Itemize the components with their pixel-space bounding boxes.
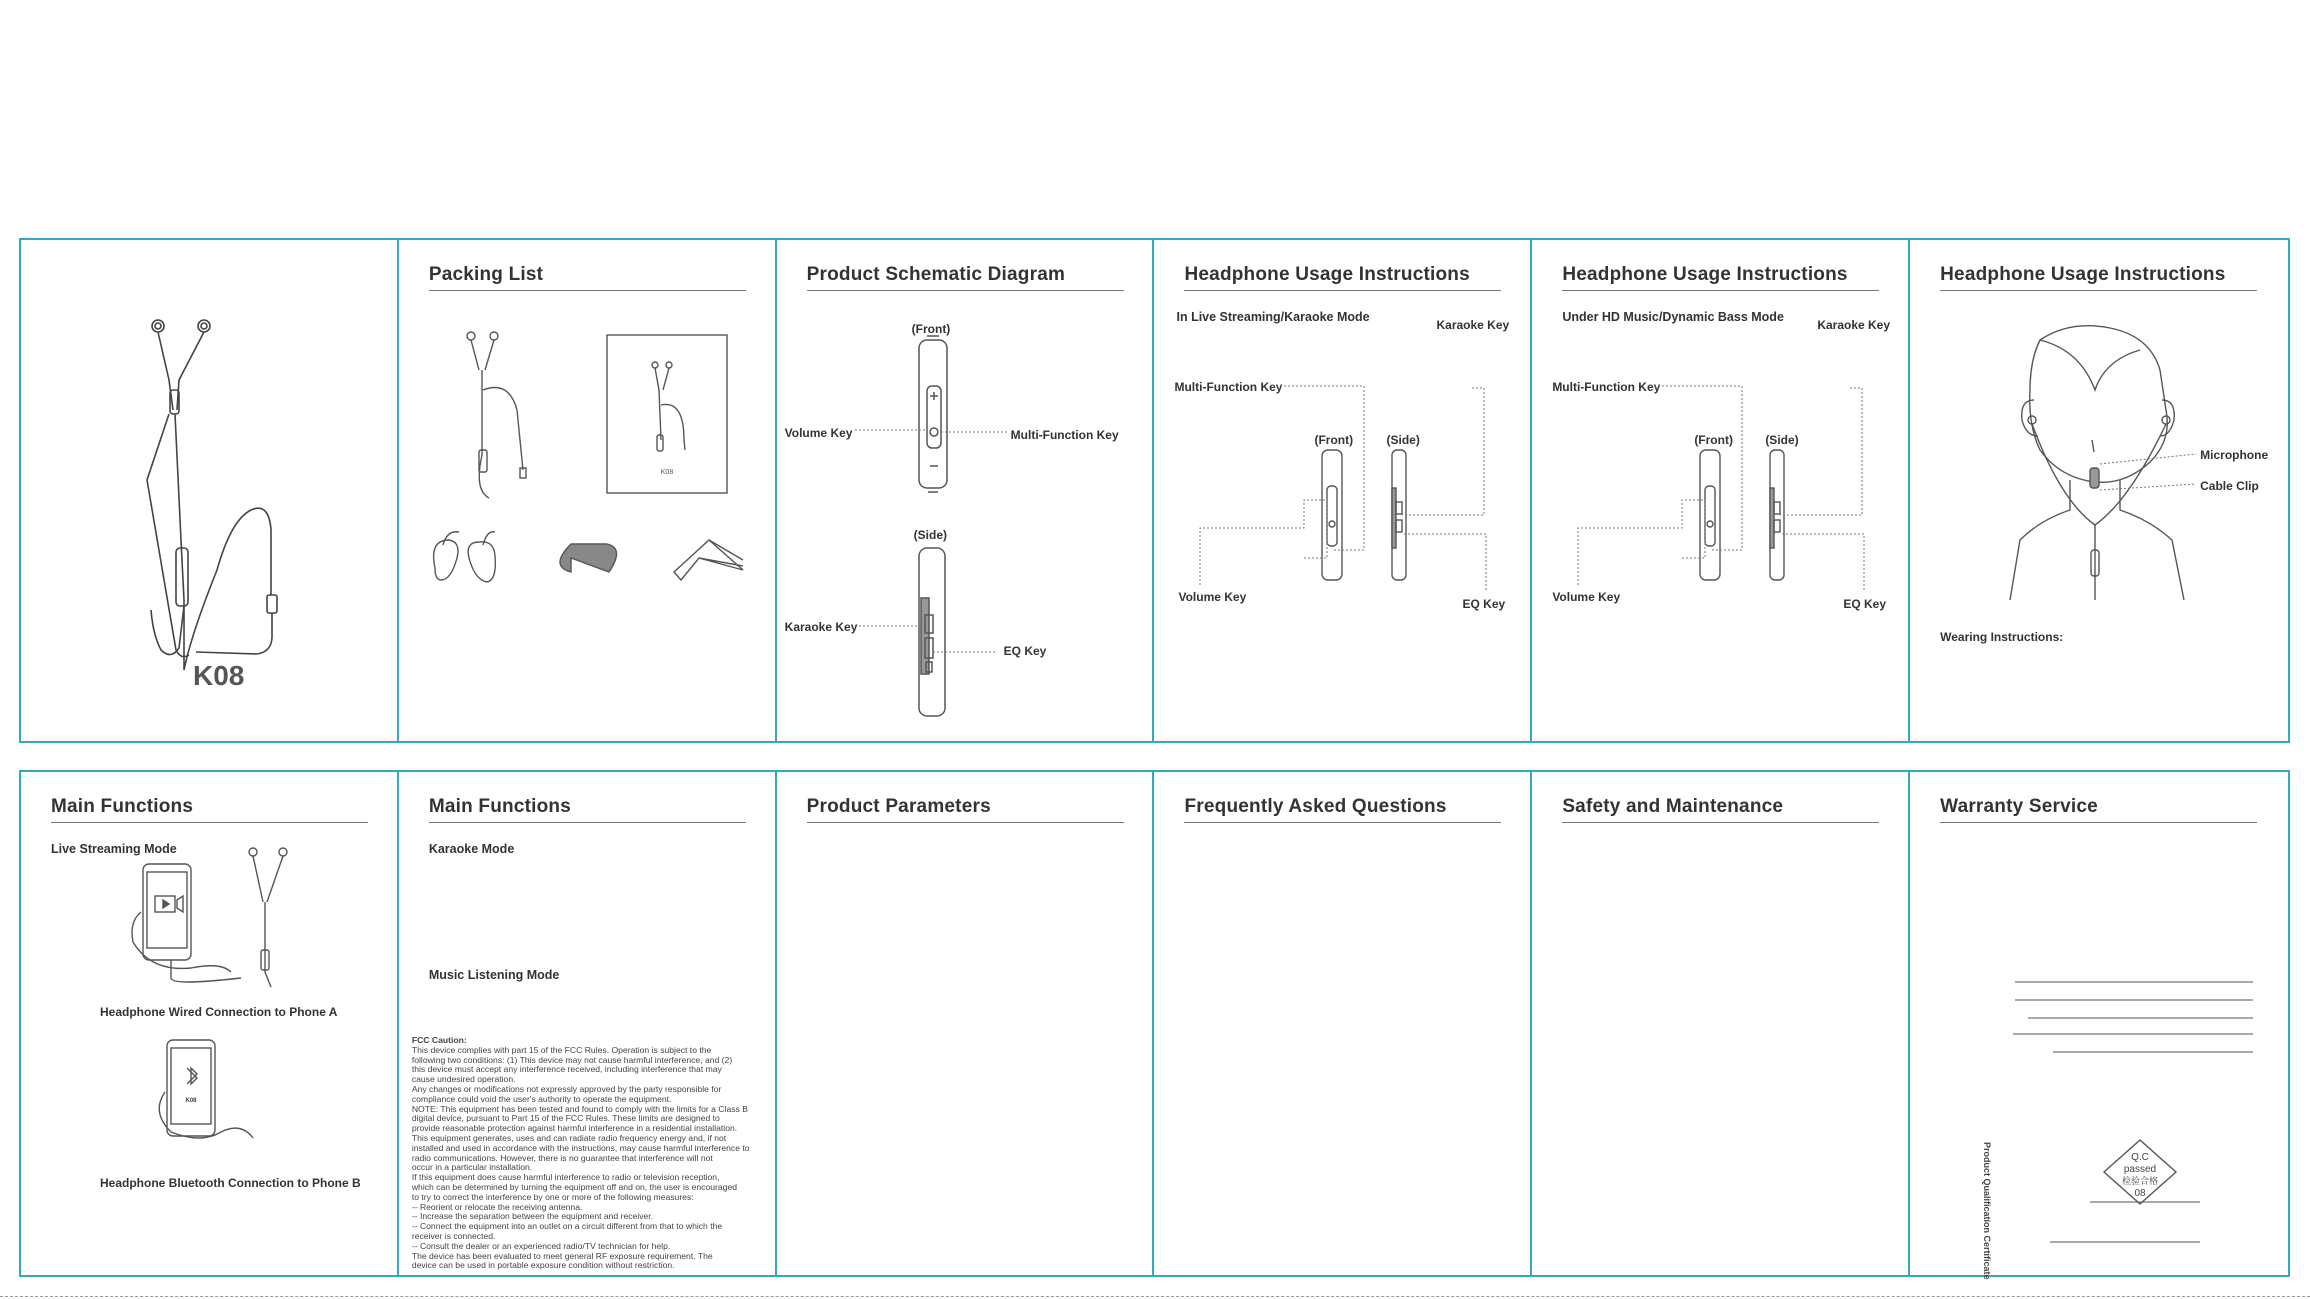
page-bottom-divider [0,1296,2310,1297]
panel-title: Headphone Usage Instructions [1562,264,1879,291]
remote-control-diagram [777,240,1155,745]
panel-title: Product Parameters [807,796,1124,823]
fcc-caution-text [412,1036,764,1271]
panel-safety-maintenance [1532,772,1910,1275]
multi-function-key-label: Multi-Function Key [1552,380,1661,394]
panel-usage-hd-music [1532,240,1910,741]
bluetooth-connection-caption: Headphone Bluetooth Connection to Phone B [100,1176,361,1190]
cable-clip-label: Cable Clip [2200,479,2259,493]
panel-wearing-instructions [1910,240,2288,741]
karaoke-key-label: Karaoke Key [1817,318,1891,332]
panel-main-functions-modes [399,772,777,1275]
music-listening-mode-label: Music Listening Mode [428,968,560,982]
volume-key-label: Volume Key [1552,590,1621,604]
panel-title: Headphone Usage Instructions [1940,264,2257,291]
multi-function-key-label: Multi-Function Key [1174,380,1283,394]
panel-title: Frequently Asked Questions [1184,796,1501,823]
panel-title: Product Schematic Diagram [807,264,1124,291]
qc-passed-text: passed [2124,1164,2157,1175]
side-label: (Side) [1765,433,1799,447]
eq-key-label: EQ Key [1462,597,1506,611]
model-label: K08 [193,660,245,691]
front-label: (Front) [1694,433,1733,447]
panel-product-parameters [777,772,1155,1275]
panel-usage-live-streaming [1154,240,1532,741]
panel-packing-list [399,240,777,741]
side-label: (Side) [1386,433,1420,447]
karaoke-mode-label: Karaoke Mode [428,842,515,856]
panel-title: Safety and Maintenance [1562,796,1879,823]
fcc-caution-body: This device complies with part 15 of the FCC Rules. Operation is subject to the following two conditions: (1) This device may not cause harmful interference, and (2) this device must accept any interference received, including interference that may cause undesired operation. Any changes or modifications not expressly approved by the party responsible for compliance could void the user's authority to operate the equipment. NOTE: This equipment has been tested and found to comply with the limits for a Class B digital device, pursuant to Part 15 of the FCC Rules. These limits are designed to provide reasonable protection against harmful interference in a residential installation. This equipment generates, uses and can radiate radio frequency energy and, if not installed and used in accordance with the instructions, may cause harmful interference to radio communications. However, there is no guarantee that interference will not occur in a particular installation. If this equipment does cause harmful interference to radio or television reception, which can be determined by turning the equipment off and on, the user is encouraged to try to correct the interference by one or more of the following measures: -- Reorient or relocate the receiving antenna. -- Increase the separation between the equipment and receiver. -- Connect the equipment into an outlet on a circuit different from that to which the receiver is connected. -- Consult the dealer or an experienced radio/TV technician for help. The device has been evaluated to meet general RF exposure requirement. The device can be used in portable exposure condition without restriction. [411,1044,750,1271]
panel-title: Main Functions [51,796,368,823]
panel-product-cover [21,240,399,741]
eq-key-label: EQ Key [1843,597,1886,611]
qc-chinese-text: 检验合格 [2122,1177,2159,1187]
side-label: (Side) [913,528,947,542]
qc-text: Q.C [2131,1152,2150,1163]
mode-label: Under HD Music/Dynamic Bass Mode [1562,310,1784,324]
fcc-caution-heading: FCC Caution: [411,1035,467,1045]
front-label: (Front) [1314,433,1354,447]
volume-key-label: Volume Key [1178,590,1247,604]
karaoke-key-label: Karaoke Key [784,620,858,634]
packing-items-illustration [399,240,777,745]
certificate-label: Product Qualification Certificate [1982,1142,1993,1280]
microphone-label: Microphone [2200,448,2269,462]
volume-key-label: Volume Key [784,426,853,440]
wearing-instructions-label: Wearing Instructions: [1940,630,2064,644]
qc-passed-stamp [2100,1138,2180,1218]
remote-usage-diagram [1532,240,1910,745]
eq-key-label: EQ Key [1003,644,1047,658]
panel-title: Packing List [429,264,746,291]
qc-number-text: 08 [2134,1188,2146,1199]
person-wearing-illustration [1910,240,2288,745]
phone-model-label: K08 [185,1098,197,1104]
panel-title: Headphone Usage Instructions [1184,264,1501,291]
mode-label: Live Streaming Mode [51,842,177,856]
warranty-form-lines [1910,772,2288,1277]
panel-faq [1154,772,1532,1275]
manual-sheet-bottom [19,770,2290,1280]
panel-warranty-service [1910,772,2288,1280]
panel-main-functions-connection [21,772,399,1275]
wired-connection-caption: Headphone Wired Connection to Phone A [100,1005,338,1019]
mode-label: In Live Streaming/Karaoke Mode [1176,310,1370,324]
panel-title: Warranty Service [1940,796,2257,823]
manual-sheet-top [19,238,2290,743]
multi-function-key-label: Multi-Function Key [1010,428,1119,442]
remote-usage-diagram [1154,240,1532,745]
karaoke-key-label: Karaoke Key [1436,318,1510,332]
front-label: (Front) [911,322,951,336]
box-label: K08 [660,469,674,476]
panel-product-schematic [777,240,1155,741]
panel-title: Main Functions [429,796,746,823]
phone-connection-illustration [21,772,399,1277]
